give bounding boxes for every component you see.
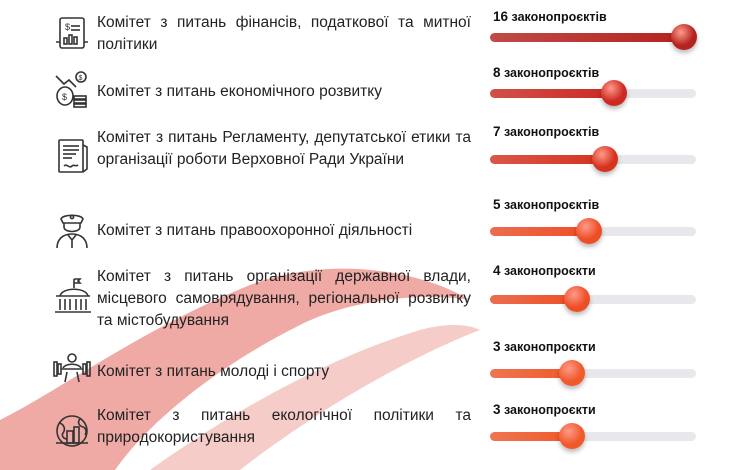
- bills-count-label: 3 законопроєкти: [493, 339, 596, 354]
- progress-bar: [490, 33, 696, 42]
- progress-bar: [490, 89, 696, 98]
- ecology-icon: [50, 409, 94, 453]
- committee-name: Комітет з питань правоохоронної діяльності: [97, 222, 413, 239]
- progress-bar: [490, 227, 696, 236]
- progress-knob: [576, 218, 602, 244]
- bills-count-label: 8 законопроєктів: [493, 65, 600, 80]
- law-enforcement-icon: [50, 208, 94, 252]
- bills-count-label: 3 законопроєкти: [493, 402, 596, 417]
- committee-name: Комітет з питань молоді і спорту: [97, 363, 330, 380]
- svg-text:$: $: [65, 22, 71, 32]
- progress-fill: [490, 33, 684, 42]
- youth-sports-icon: [50, 346, 94, 390]
- parliament-rules-icon: [50, 135, 94, 179]
- committee-name: Комітет з питань фінансів, податкової та митної політики: [97, 14, 471, 53]
- progress-knob: [671, 24, 697, 50]
- committee-name: Комітет з питань екологічної політики та природокористування: [97, 407, 471, 446]
- bills-count-label: 7 законопроєктів: [493, 124, 600, 139]
- bills-count-label: 16 законопроєктів: [493, 9, 607, 24]
- progress-fill: [490, 89, 614, 98]
- svg-text:$: $: [62, 92, 68, 102]
- progress-bar: [490, 155, 696, 164]
- progress-fill: [490, 227, 589, 236]
- progress-knob: [601, 80, 627, 106]
- economic-development-icon: [50, 68, 94, 112]
- committee-name: Комітет з питань організації державної влади, місцевого самоврядування, регіональної розвитку та містобудування: [97, 268, 471, 329]
- progress-bar: [490, 369, 696, 378]
- progress-bar: [490, 432, 696, 441]
- committee-name: Комітет з питань економічного розвитку: [97, 83, 382, 100]
- svg-text:$: $: [78, 75, 83, 82]
- committee-name: Комітет з питань Регламенту, депутатської етики та організації роботи Верховної Ради України: [97, 129, 471, 168]
- bills-count-label: 5 законопроєктів: [493, 197, 600, 212]
- progress-bar: [490, 295, 696, 304]
- state-power-icon: [50, 276, 94, 320]
- finance-tax-icon: [50, 12, 94, 56]
- bills-count-label: 4 законопроєкти: [493, 263, 596, 278]
- progress-fill: [490, 155, 605, 164]
- progress-knob: [564, 286, 590, 312]
